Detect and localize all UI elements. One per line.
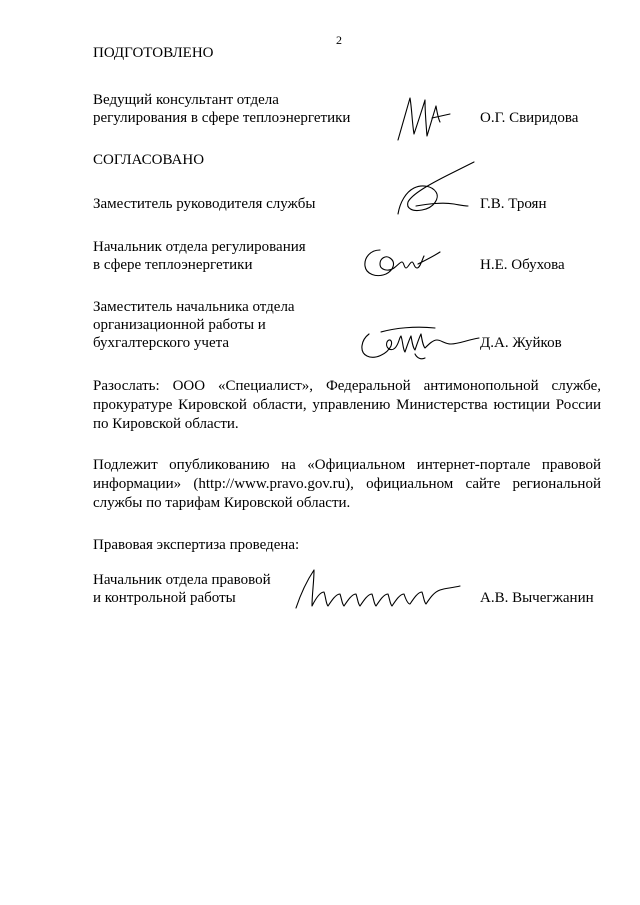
legal-review-position-line1: Начальник отдела правовой — [93, 572, 271, 588]
agreed-signer3-position-line1: Заместитель начальника отдела — [93, 299, 295, 315]
agreed-signer3-name: Д.А. Жуйков — [480, 335, 562, 351]
agreed-signer2-position-line2: в сфере теплоэнергетики — [93, 257, 253, 273]
signature-sviridova — [392, 92, 462, 144]
prepared-name: О.Г. Свиридова — [480, 110, 579, 126]
agreed-signer3-position-line2: организационной работы и — [93, 317, 266, 333]
legal-review-name: А.В. Вычегжанин — [480, 590, 594, 606]
agreed-signer3-position-line3: бухгалтерского учета — [93, 335, 230, 351]
signature-zhuykov — [355, 318, 485, 364]
prepared-position-line2: регулирования в сфере теплоэнергетики — [93, 110, 351, 126]
publication-text: Подлежит опубликованию на «Официальном интернет-портале правовой информации» (http://www.pravo.gov.ru), официальном сайте региональной службы по тарифам Кировской области. — [93, 457, 601, 511]
prepared-position-line1: Ведущий консультант отдела — [93, 92, 279, 108]
legal-review-position-line2: и контрольной работы — [93, 590, 236, 606]
agreed-signer2-name: Н.Е. Обухова — [480, 257, 565, 273]
page-number: 2 — [336, 33, 342, 47]
signature-vychegzhanin — [290, 564, 470, 616]
agreed-signer2-position-line1: Начальник отдела регулирования — [93, 239, 306, 255]
agreed-signer1-name: Г.В. Троян — [480, 196, 547, 212]
signature-obukhova — [360, 240, 444, 282]
legal-review-statement: Правовая экспертиза проведена: — [93, 537, 300, 553]
signature-troyan — [392, 158, 480, 220]
distribution-text: Разослать: ООО «Специалист», Федеральной антимонопольной службе, прокуратуре Кировской области, управлению Министерства юстиции России по Кировской области. — [93, 378, 601, 432]
agreed-heading: СОГЛАСОВАНО — [93, 152, 205, 168]
agreed-signer1-position: Заместитель руководителя службы — [93, 196, 316, 212]
prepared-heading: ПОДГОТОВЛЕНО — [93, 45, 214, 61]
